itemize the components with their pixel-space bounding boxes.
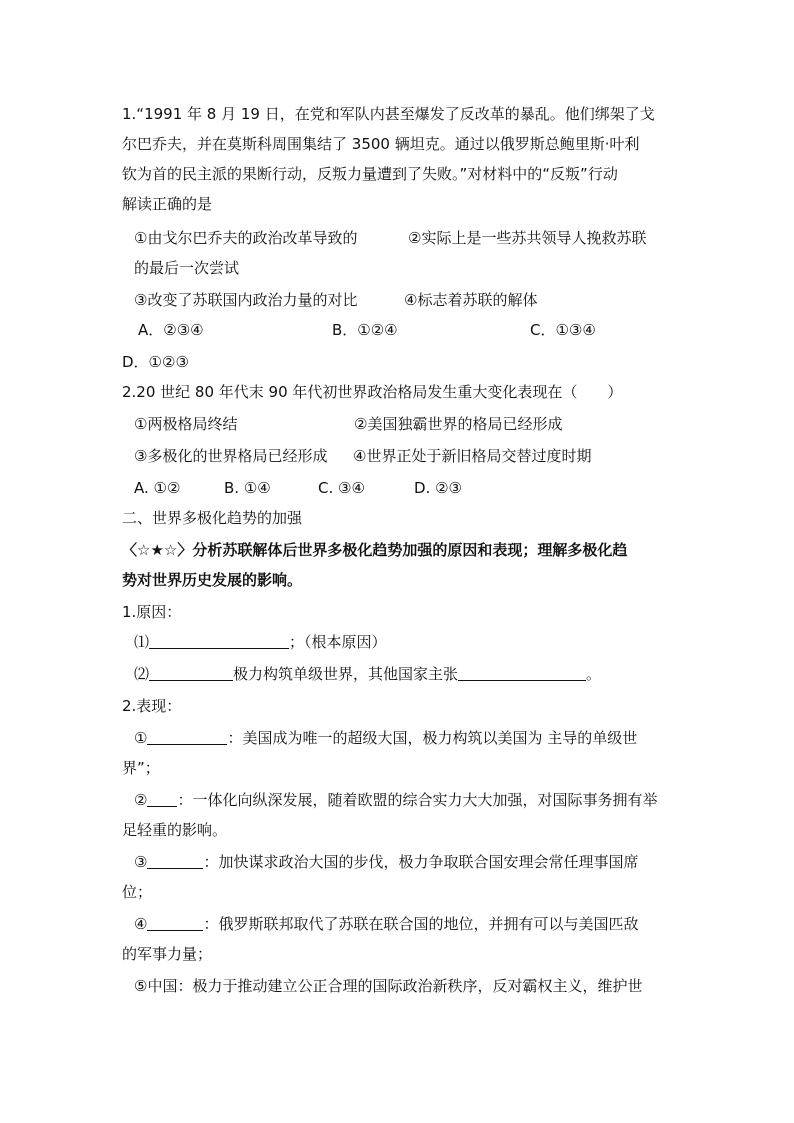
reason-1: [134, 632, 387, 652]
manifest-3-cont: 位；: [122, 883, 153, 901]
manifest-4-marker: ④: [134, 915, 148, 933]
manifest-3-blank[interactable]: [147, 853, 203, 869]
q1-statement-3: ③改变了苏联国内政治力量的对比: [134, 291, 358, 309]
reason-2-blank-2[interactable]: [458, 665, 586, 681]
q2-statement-4: ④世界正处于新旧格局交替过度时期: [353, 447, 592, 465]
q2-option-b: B. ①④: [224, 479, 271, 497]
reason-2-blank-1[interactable]: [149, 665, 233, 681]
manifest-4-cont: 的军事力量；: [122, 945, 213, 963]
reason-2: [134, 664, 601, 684]
section-heading: 二、世界多极化趋势的加强: [122, 509, 303, 527]
manifest-title: 2.表现：: [122, 697, 182, 715]
q2-option-c: C. ③④: [318, 479, 365, 497]
reason-1-text: ；（根本原因）: [289, 633, 387, 651]
q1-statement-2-cont: 的最后一次尝试: [134, 259, 240, 277]
q2-stem: 2.20 世纪 80 年代末 90 年代初世界政治格局发生重大变化表现在（ ）: [122, 383, 623, 401]
manifest-2-marker: ②: [134, 791, 148, 809]
manifest-4: [134, 914, 638, 934]
manifest-1-marker: ①: [134, 729, 148, 747]
manifest-1-text: ：美国成为唯一的超级大国，极力构筑以美国为 主导的单级世: [227, 729, 638, 747]
manifest-5: ⑤中国：极力于推动建立公正合理的国际政治新秩序，反对霸权主义，维护世: [134, 977, 643, 995]
reason-1-blank[interactable]: [149, 633, 289, 649]
q2-statement-3: ③多极化的世界格局已经形成: [134, 447, 328, 465]
q1-line-4: 解读正确的是: [122, 195, 213, 213]
q1-line-2: 尔巴乔夫，并在莫斯科周围集结了 3500 辆坦克。通过以俄罗斯总鲍里斯·叶利: [122, 135, 640, 153]
reason-2-text: 极力构筑单级世界，其他国家主张: [233, 665, 459, 683]
q1-option-b: B．①②④: [332, 321, 398, 339]
q1-line-3: 钦为首的民主派的果断行动，反叛力量遭到了失败。”对材料中的“反叛”行动: [122, 165, 618, 183]
manifest-1-cont: 界”；: [122, 759, 160, 777]
learning-goal-line-1: 〈☆★☆〉分析苏联解体后世界多极化趋势加强的原因和表现；理解多极化趋: [122, 541, 628, 559]
q1-line-1: 1.“1991 年 8 月 19 日，在党和军队内甚至爆发了反改革的暴乱。他们绑架了戈: [122, 105, 655, 123]
q2-option-a: A. ①②: [134, 479, 181, 497]
manifest-2-cont: 足轻重的影响。: [122, 821, 228, 839]
reason-2-marker: ⑵: [134, 665, 150, 683]
reason-1-marker: ⑴: [134, 633, 150, 651]
manifest-1: [134, 728, 637, 748]
manifest-3-marker: ③: [134, 853, 148, 871]
q1-option-c: C．①③④: [530, 321, 596, 339]
q2-option-d: D. ②③: [414, 479, 462, 497]
q2-statement-1: ①两极格局终结: [134, 415, 238, 433]
q1-statement-1: ①由戈尔巴乔夫的政治改革导致的: [134, 229, 358, 247]
manifest-3: [134, 852, 638, 872]
learning-goal-line-2: 势对世界历史发展的影响。: [122, 571, 303, 589]
manifest-4-text: ：俄罗斯联邦取代了苏联在联合国的地位，并拥有可以与美国匹敌: [203, 915, 639, 933]
q2-statement-2: ②美国独霸世界的格局已经形成: [354, 415, 563, 433]
manifest-3-text: ：加快谋求政治大国的步伐，极力争取联合国安理会常任理事国席: [203, 853, 639, 871]
manifest-2-blank[interactable]: [147, 791, 177, 807]
manifest-1-blank[interactable]: [147, 729, 227, 745]
q1-statement-4: ④标志着苏联的解体: [404, 291, 538, 309]
manifest-4-blank[interactable]: [147, 915, 203, 931]
reasons-title: 1.原因：: [122, 603, 182, 621]
manifest-2-text: ：一体化向纵深发展，随着欧盟的综合实力大大加强，对国际事务拥有举: [177, 791, 658, 809]
q1-option-a: A．②③④: [138, 321, 204, 339]
manifest-2: [134, 790, 657, 810]
q1-option-d: D．①②③: [122, 353, 189, 371]
q1-statement-2: ②实际上是一些苏共领导人挽救苏联: [408, 229, 647, 247]
reason-2-end: 。: [586, 665, 602, 683]
